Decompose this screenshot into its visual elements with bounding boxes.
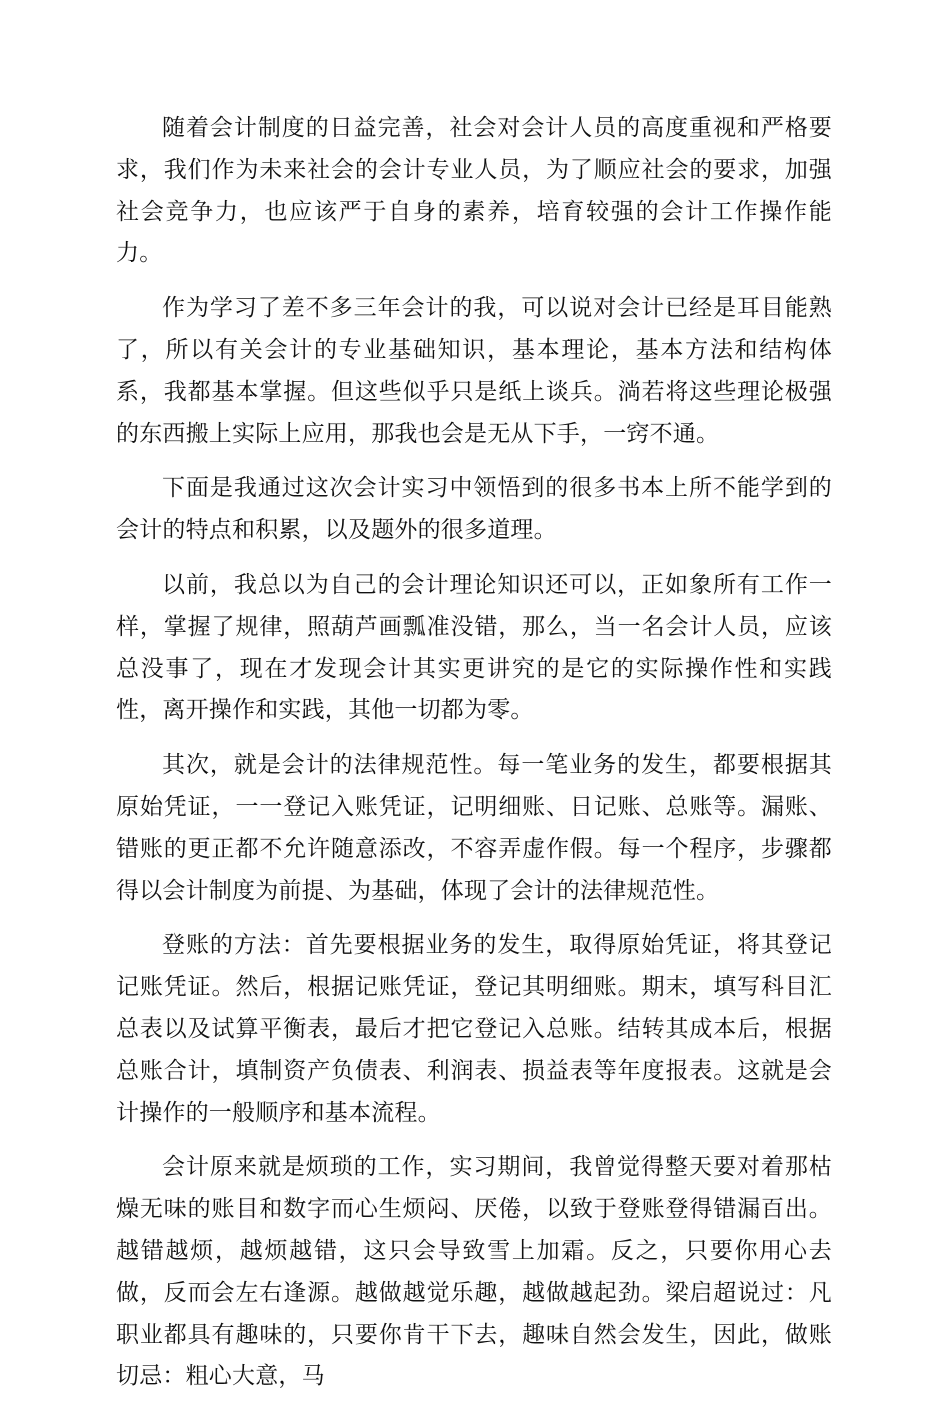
paragraph-3: 下面是我通过这次会计实习中领悟到的很多书本上所不能学到的会计的特点和积累，以及题外的很多道理。	[116, 475, 832, 544]
paragraph-2: 作为学习了差不多三年会计的我，可以说对会计已经是耳目能熟了，所以有关会计的专业基础知识，基本理论，基本方法和结构体系，我都基本掌握。但这些似乎只是纸上谈兵。淌若将这些理论极强的东西搬上实际上应用，那我也会是无从下手，一窍不通。	[116, 295, 832, 447]
paragraph-6: 登账的方法：首先要根据业务的发生，取得原始凭证，将其登记记账凭证。然后，根据记账凭证，登记其明细账。期末，填写科目汇总表以及试算平衡表，最后才把它登记入总账。结转其成本后，根据总账合计，填制资产负债表、利润表、损益表等年度报表。这就是会计操作的一般顺序和基本流程。	[116, 932, 832, 1126]
paragraph-7: 会计原来就是烦琐的工作，实习期间，我曾觉得整天要对着那枯燥无味的账目和数字而心生烦闷、厌倦，以致于登账登得错漏百出。越错越烦，越烦越错，这只会导致雪上加霜。反之，只要你用心去做，反而会左右逢源。越做越觉乐趣，越做越起劲。梁启超说过：凡职业都具有趣味的，只要你肯干下去，趣味自然会发生，因此，做账切忌：粗心大意，马	[116, 1154, 832, 1390]
document-body	[116, 108, 832, 1411]
paragraph-5: 其次，就是会计的法律规范性。每一笔业务的发生，都要根据其原始凭证，一一登记入账凭证，记明细账、日记账、总账等。漏账、错账的更正都不允许随意添改，不容弄虚作假。每一个程序，步骤都得以会计制度为前提、为基础，体现了会计的法律规范性。	[116, 752, 832, 904]
paragraph-4: 以前，我总以为自己的会计理论知识还可以，正如象所有工作一样，掌握了规律，照葫芦画瓢准没错，那么，当一名会计人员，应该总没事了，现在才发现会计其实更讲究的是它的实际操作性和实践性，离开操作和实践，其他一切都为零。	[116, 571, 832, 724]
paragraph-1: 随着会计制度的日益完善，社会对会计人员的高度重视和严格要求，我们作为未来社会的会计专业人员，为了顺应社会的要求，加强社会竞争力，也应该严于自身的素养，培育较强的会计工作操作能力。	[116, 115, 832, 267]
